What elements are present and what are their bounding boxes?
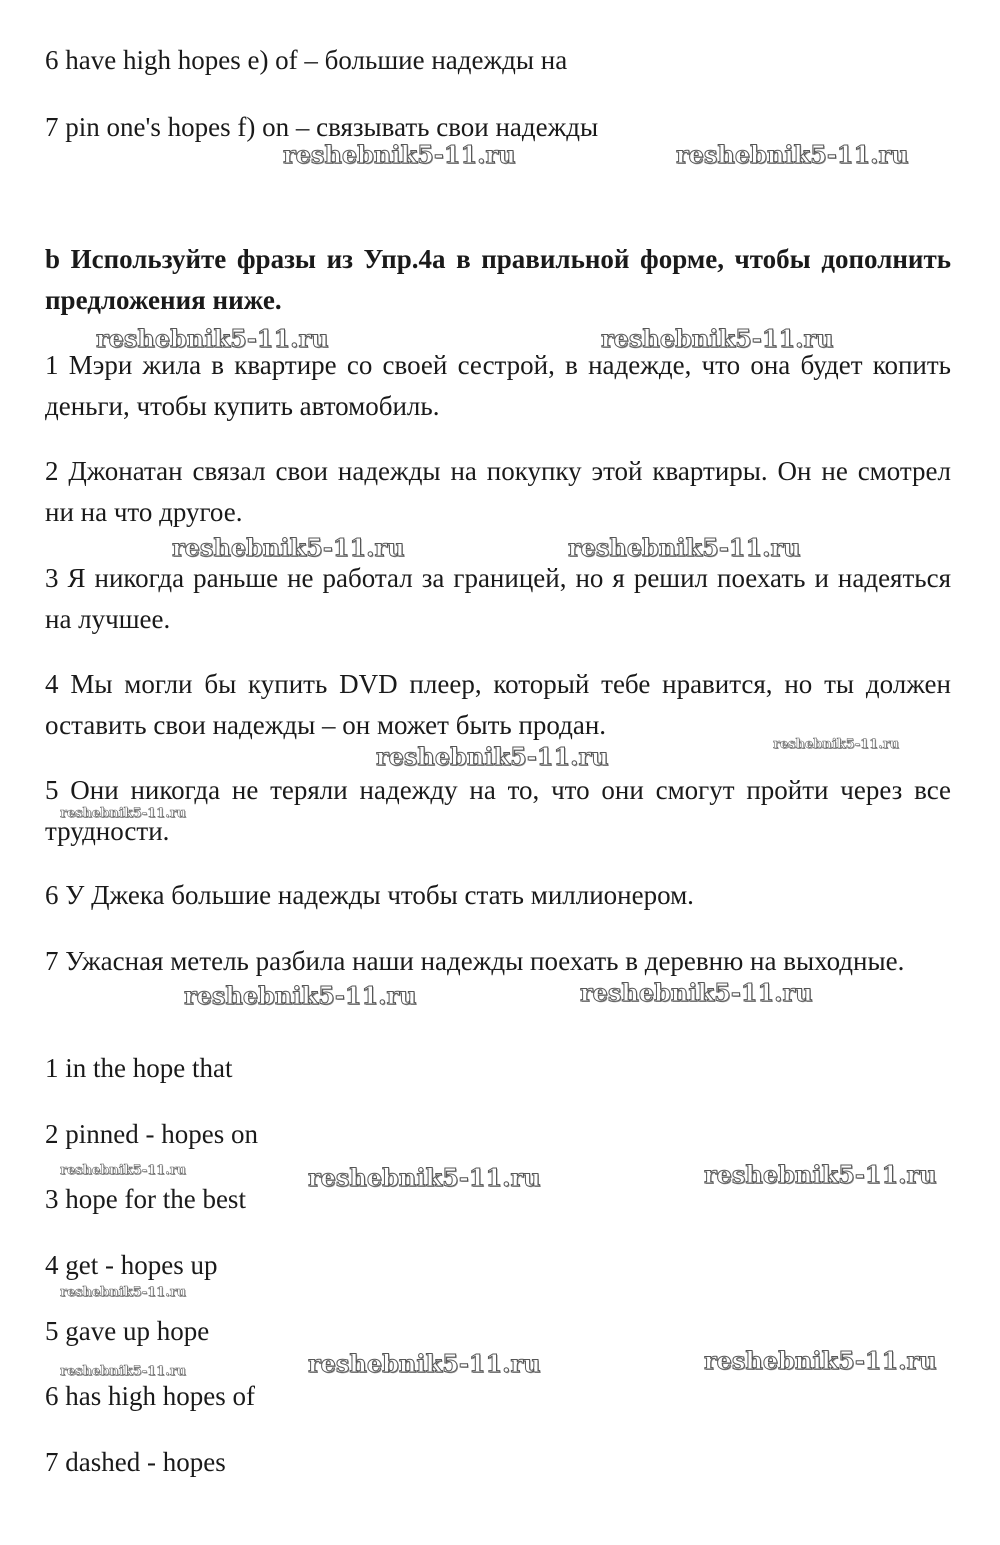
watermark: reshebnik5-11.ru (676, 140, 909, 169)
watermark: reshebnik5-11.ru (704, 1346, 937, 1375)
matching-line-6: 6 have high hopes e) of – большие надежды на (45, 45, 568, 75)
watermark: reshebnik5-11.ru (60, 1163, 187, 1178)
sentence-2: 2 Джонатан связал свои надежды на покупку этой квартиры. Он не смотрел ни на что другое. (45, 456, 951, 527)
matching-line-7: 7 pin one's hopes f) on – связывать свои надежды (45, 112, 599, 142)
watermark: reshebnik5-11.ru (184, 981, 417, 1010)
answer-7: 7 dashed - hopes (45, 1447, 226, 1477)
sentence-4: 4 Мы могли бы купить DVD плеер, который тебе нравится, но ты должен оставить свои надежды – он может быть продан. (45, 669, 951, 740)
watermark: reshebnik5-11.ru (601, 324, 834, 353)
answer-3: 3 hope for the best (45, 1184, 246, 1214)
watermark: reshebnik5-11.ru (308, 1163, 541, 1192)
sentence-5: 5 Они никогда не теряли надежду на то, что они смогут пройти через все трудности. (45, 775, 951, 846)
watermark: reshebnik5-11.ru (172, 533, 405, 562)
answer-4: 4 get - hopes up (45, 1250, 218, 1280)
watermark: reshebnik5-11.ru (773, 737, 900, 752)
sentence-6: 6 У Джека большие надежды чтобы стать миллионером. (45, 880, 694, 910)
watermark: reshebnik5-11.ru (376, 742, 609, 771)
sentence-1: 1 Мэри жила в квартире со своей сестрой, в надежде, что она будет копить деньги, чтобы купить автомобиль. (45, 350, 951, 421)
watermark: reshebnik5-11.ru (283, 140, 516, 169)
answer-5: 5 gave up hope (45, 1316, 210, 1346)
answer-1: 1 in the hope that (45, 1053, 233, 1083)
sentence-3: 3 Я никогда раньше не работал за границей, но я решил поехать и надеяться на лучшее. (45, 563, 951, 634)
watermark: reshebnik5-11.ru (580, 978, 813, 1007)
watermark: reshebnik5-11.ru (704, 1160, 937, 1189)
watermark: reshebnik5-11.ru (96, 324, 329, 353)
watermark: reshebnik5-11.ru (308, 1349, 541, 1378)
watermark: reshebnik5-11.ru (60, 806, 187, 821)
answer-2: 2 pinned - hopes on (45, 1119, 258, 1149)
watermark: reshebnik5-11.ru (568, 533, 801, 562)
watermark: reshebnik5-11.ru (60, 1285, 187, 1300)
answer-6: 6 has high hopes of (45, 1381, 255, 1411)
watermark: reshebnik5-11.ru (60, 1364, 187, 1379)
task-b-heading: b Используйте фразы из Упр.4a в правильной форме, чтобы дополнить предложения ниже. (45, 244, 951, 315)
sentence-7: 7 Ужасная метель разбила наши надежды поехать в деревню на выходные. (45, 946, 905, 976)
